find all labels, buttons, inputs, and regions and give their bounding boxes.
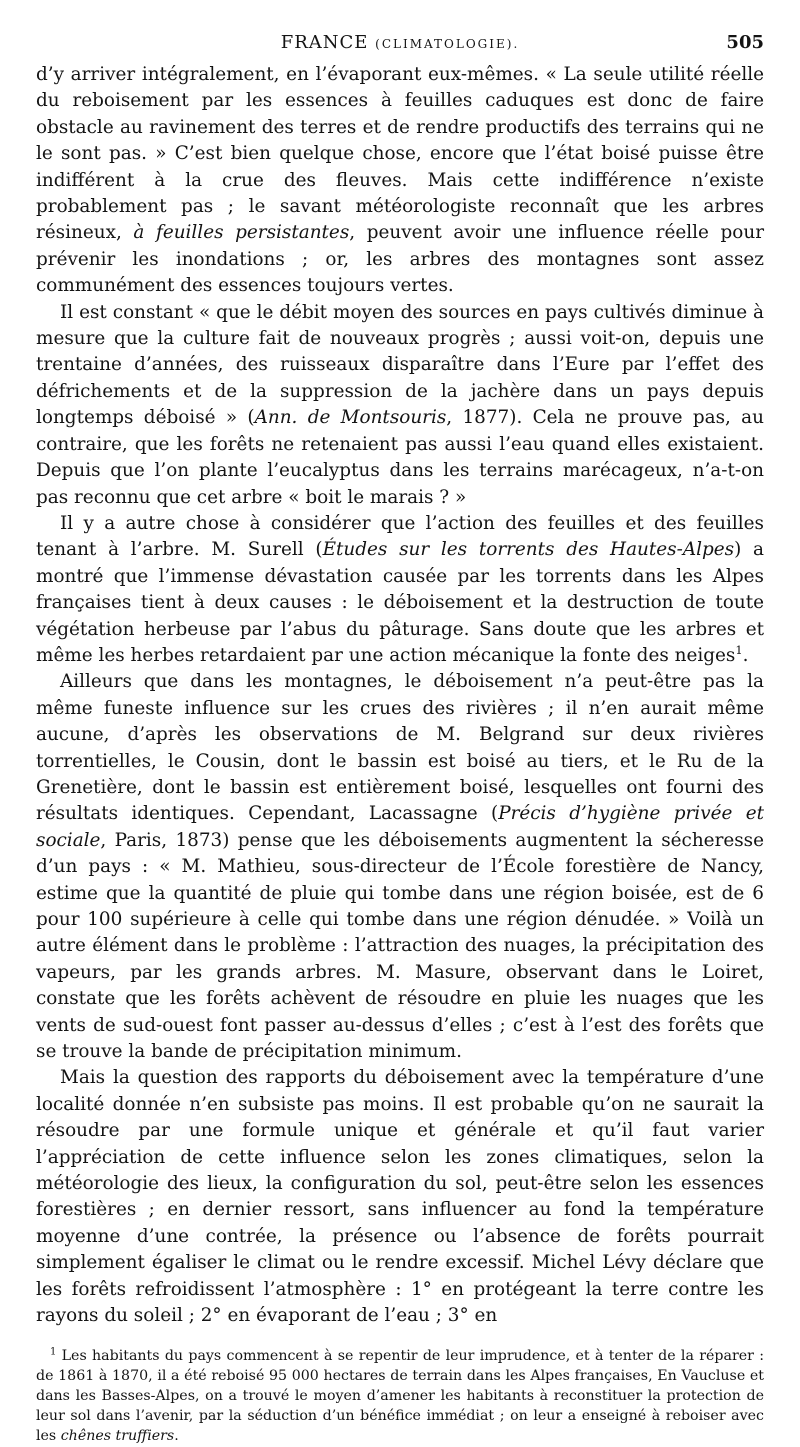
paragraph bbox=[36, 511, 764, 669]
header-title: FRANCE bbox=[280, 32, 369, 53]
text-run: , 1877). Cela ne prouve pas, au contraire, que les forêts ne retenaient pas aussi l’eau quand elles existaient. Depuis que l’on plante l’eucalyptus dans les terrains marécageux, n’a-t-on pas reconnu que cet arbre « boit le marais ? » bbox=[36, 407, 764, 508]
paragraph bbox=[36, 1065, 764, 1329]
text-run: , Paris, 1873) pense que les déboisements augmentent la sécheresse d’un pays : « M. Mathieu, sous-directeur de l’École forestière de Nancy, estime que la quantité de pluie qui tombe dans une région boisée, est de 6 pour 100 supérieure à celle qui tombe dans une région dénudée. » Voilà un autre élément dans le problème : l’attraction des nuages, la précipitation des vapeurs, par les grands arbres. M. Masure, observant dans le Loiret, constate que les forêts achèvent de résoudre en pluie les nuages que les vents de sud-ouest font passer au-dessus d’elles ; c’est à l’est des forêts que se trouve la bande de précipitation minimum. bbox=[36, 829, 764, 1063]
text-run: . bbox=[742, 644, 749, 666]
text-run: Il y a autre chose à considérer que l’action des feuilles et des feuilles tenant à l’arbre. M. Surell ( bbox=[36, 512, 764, 561]
paragraph bbox=[36, 669, 764, 1065]
footnote-marker: 1 bbox=[50, 1345, 57, 1357]
text-run: Les habitants du pays commencent à se repentir de leur imprudence, et à tenter de la réparer : de 1861 à 1870, il a été reboisé 95 000 hectares de terrain dans les Alpes françaises, En Vaucluse et dans les Basses-Alpes, on a trouvé le moyen d’amener les habitants à reconstituer la protection de leur sol dans l’avenir, par la séduction d’un bénéfice immédiat ; on leur a enseigné à reboiser avec les bbox=[36, 1347, 764, 1445]
footnotes bbox=[36, 1346, 764, 1447]
text-run: . bbox=[174, 1428, 179, 1445]
footnote-reference: 1 bbox=[735, 642, 743, 657]
text-run: ) a montré que l’immense dévastation causée par les torrents dans les Alpes françaises tient à deux causes : le déboisement et la destruction de toute végétation herbeuse par l’abus du pâturage. Sans doute que les arbres et même les herbes retardaient par une action mécanique la fonte des neiges bbox=[36, 539, 764, 666]
text-run: Il est constant « que le débit moyen des sources en pays cultivés diminue à mesure que la culture fait de nouveaux progrès ; aussi voit-on, depuis une trentaine d’années, des ruisseaux disparaître dans l’Eure par l’effet des défrichements et de la suppression de la jachère dans un pays depuis longtemps déboisé » ( bbox=[36, 301, 764, 429]
page-number: 505 bbox=[726, 32, 764, 53]
text-run: Ailleurs que dans les montagnes, le déboisement n’a peut-être pas la même funeste influence sur les crues des rivières ; il n’en aurait même aucune, d’après les observations de M. Belgrand sur deux rivières torrentielles, le Cousin, dont le bassin est boisé au tiers, et le Ru de la Grenetière, dont le bassin est entièrement boisé, lesquelles ont fourni des résultats identiques. Cependant, Lacassagne ( bbox=[36, 671, 764, 825]
text-run: , peuvent avoir une influence réelle pour prévenir les inondations ; or, les arbres des montagnes sont assez communément des essences toujours vertes. bbox=[36, 222, 764, 297]
text-run: Mais la question des rapports du déboisement avec la température d’une localité donnée n’en subsiste pas moins. Il est probable qu’on ne saurait la résoudre par une formule unique et générale et qu’il faut varier l’appréciation de cette influence selon les zones climatiques, selon la météorologie des lieux, la configuration du sol, peut-être selon les essences forestières ; en dernier ressort, sans influencer au fond la température moyenne d’une contrée, la présence ou l’absence de forêts pourrait simplement égaliser le climat ou le rendre excessif. Michel Lévy déclare que les forêts refroidissent l’atmosphère : 1° en protégeant la terre contre les rayons du soleil ; 2° en évaporant de l’eau ; 3° en bbox=[36, 1067, 764, 1327]
italic-text: Ann. de Montsouris bbox=[254, 407, 447, 429]
italic-text: chênes truffiers bbox=[60, 1428, 175, 1445]
text-run: d’y arriver intégralement, en l’évaporant eux-mêmes. « La seule utilité réelle du reboisement par les essences à feuilles caduques est donc de faire obstacle au ravinement des terres et de rendre productifs des terrains qui ne le sont pas. » C’est bien quelque chose, encore que l’état boisé puisse être indifférent à la crue des fleuves. Mais cette indifférence n’existe probablement pas ; le savant météorologiste reconnaît que les arbres résineux, bbox=[36, 64, 764, 244]
body-text bbox=[36, 62, 764, 1330]
running-header bbox=[36, 30, 764, 56]
italic-text: Études sur les torrents des Hautes-Alpes bbox=[322, 539, 735, 561]
paragraph bbox=[36, 62, 764, 300]
footnote bbox=[36, 1346, 764, 1447]
italic-text: Précis d’hygiène privée et sociale bbox=[36, 803, 764, 851]
paragraph bbox=[36, 300, 764, 511]
header-subtitle: (CLIMATOLOGIE). bbox=[375, 37, 520, 51]
italic-text: à feuilles persistantes bbox=[133, 222, 350, 244]
